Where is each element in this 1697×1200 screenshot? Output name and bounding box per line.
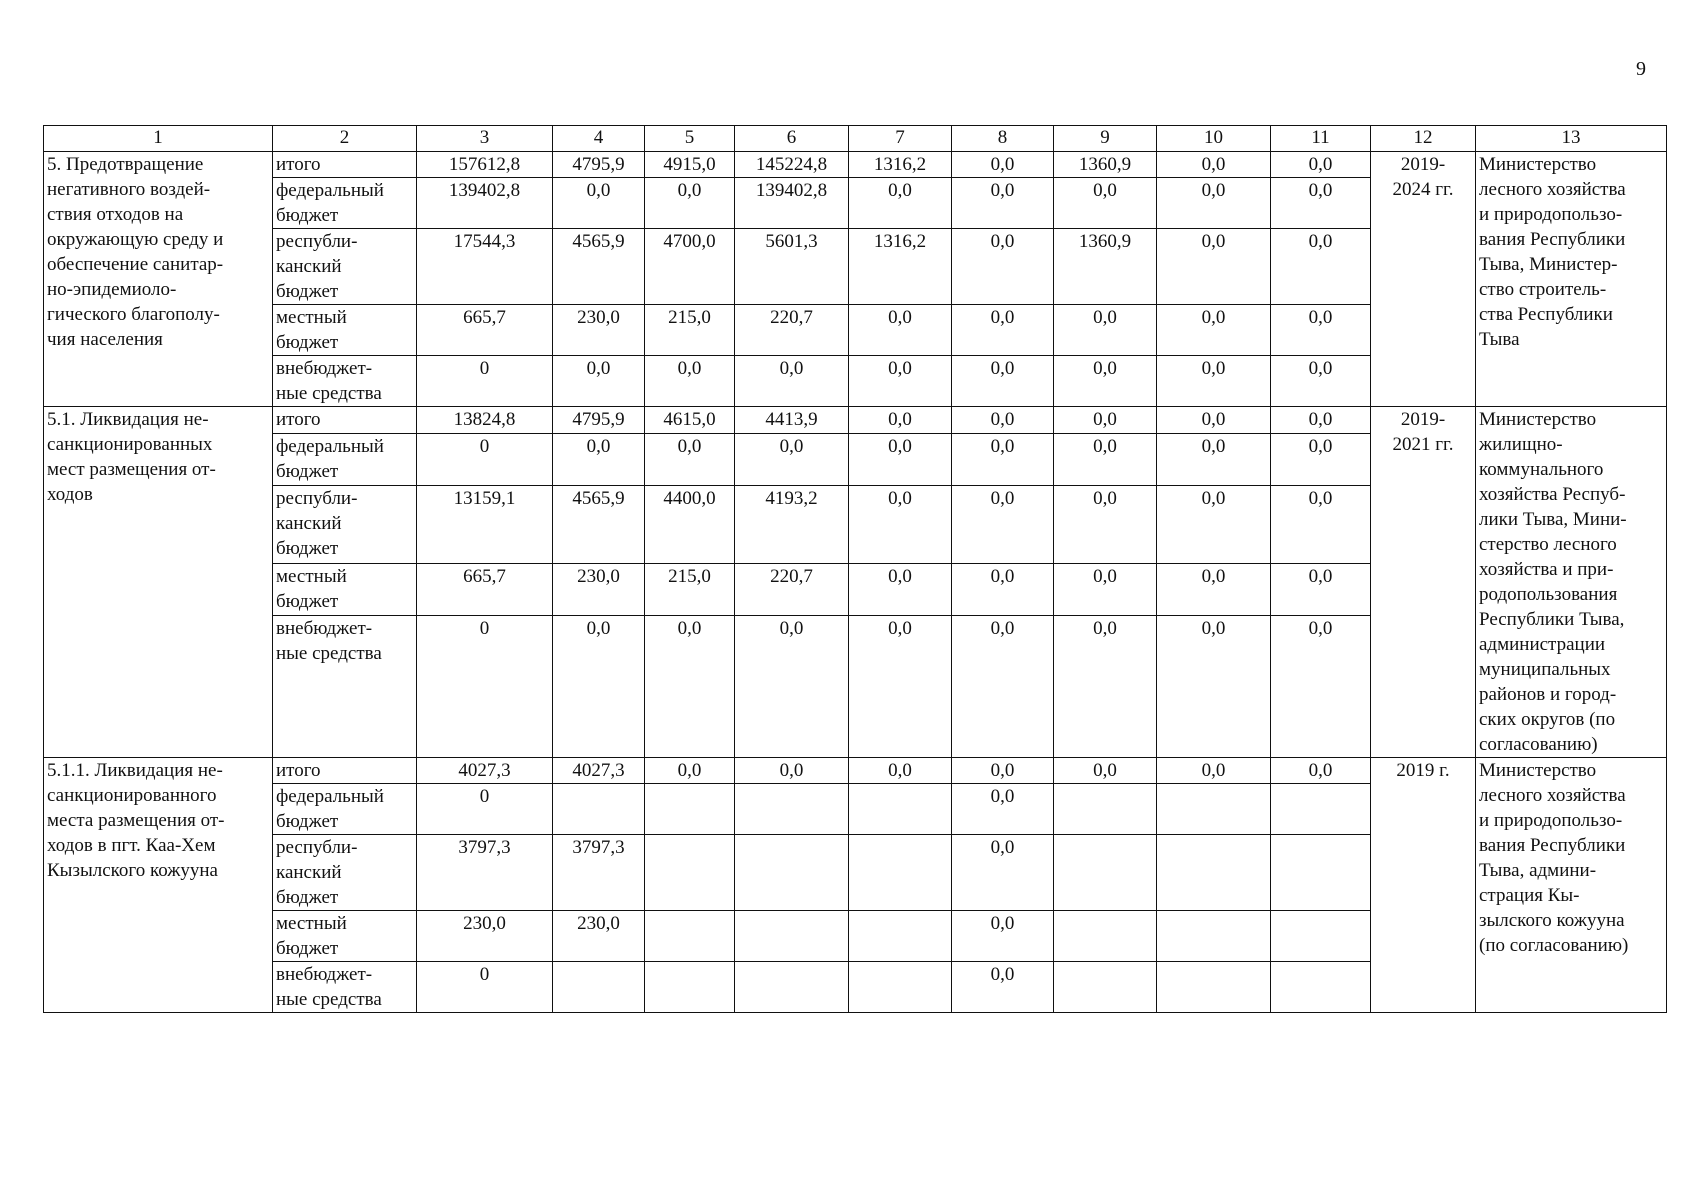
value-cell: 0,0 — [952, 433, 1054, 485]
text-line: и природопользо- — [1479, 810, 1623, 831]
value-cell — [1054, 784, 1157, 835]
text-line: Министерство — [1479, 154, 1597, 175]
value-cell: 665,7 — [417, 305, 553, 356]
value-cell: 0,0 — [735, 356, 849, 407]
value-cell: 0,0 — [1271, 486, 1371, 564]
value-cell: 0,0 — [1271, 616, 1371, 758]
value-cell: 4615,0 — [645, 407, 735, 434]
value-cell: 0,0 — [645, 178, 735, 229]
value-cell: 0,0 — [1157, 616, 1271, 758]
text-line: места размещения от- — [47, 810, 225, 831]
value-cell — [553, 962, 645, 1013]
header-cell: 1 — [44, 126, 273, 152]
value-cell — [735, 911, 849, 962]
value-cell: 0,0 — [1157, 356, 1271, 407]
value-cell — [1157, 962, 1271, 1013]
value-cell: 13824,8 — [417, 407, 553, 434]
text-line: ствия отходов на — [47, 204, 184, 225]
value-cell: 0,0 — [1054, 407, 1157, 434]
value-cell: 0,0 — [1054, 564, 1157, 616]
value-cell: 0,0 — [645, 616, 735, 758]
funding-source — [273, 564, 417, 616]
funding-source — [273, 152, 417, 178]
text-line: канский — [276, 862, 342, 883]
funding-source — [273, 229, 417, 305]
text-line: санкционированных — [47, 434, 213, 455]
text-line: Республики Тыва, — [1479, 609, 1625, 630]
value-cell: 0,0 — [1157, 486, 1271, 564]
text-line: ство строитель- — [1479, 279, 1607, 300]
value-cell: 4700,0 — [645, 229, 735, 305]
funding-source — [273, 486, 417, 564]
text-line: зылского кожууна — [1479, 910, 1625, 931]
value-cell: 0,0 — [1157, 229, 1271, 305]
value-cell: 0,0 — [849, 486, 952, 564]
text-line: 2024 гг. — [1392, 179, 1454, 200]
value-cell: 0,0 — [1271, 433, 1371, 485]
value-cell: 139402,8 — [735, 178, 849, 229]
value-cell: 17544,3 — [417, 229, 553, 305]
text-line: страция Кы- — [1479, 885, 1580, 906]
header-cell: 6 — [735, 126, 849, 152]
header-row — [44, 126, 1667, 152]
value-cell: 0,0 — [1157, 178, 1271, 229]
value-cell: 4400,0 — [645, 486, 735, 564]
text-line: канский — [276, 513, 342, 534]
value-cell: 0,0 — [952, 486, 1054, 564]
value-cell: 139402,8 — [417, 178, 553, 229]
text-line: хозяйства Респуб- — [1479, 484, 1626, 505]
funding-source — [273, 911, 417, 962]
text-line: Тыва, админи- — [1479, 860, 1597, 881]
header-cell: 11 — [1271, 126, 1371, 152]
value-cell: 215,0 — [645, 305, 735, 356]
value-cell: 0,0 — [1054, 178, 1157, 229]
value-cell: 0,0 — [1271, 407, 1371, 434]
header-cell: 3 — [417, 126, 553, 152]
value-cell: 0,0 — [1157, 305, 1271, 356]
value-cell: 0,0 — [1271, 305, 1371, 356]
value-cell: 157612,8 — [417, 152, 553, 178]
text-line: коммунального — [1479, 459, 1604, 480]
text-line: и природопользо- — [1479, 204, 1623, 225]
value-cell: 220,7 — [735, 305, 849, 356]
text-line: 2019- — [1400, 154, 1446, 175]
funding-source — [273, 433, 417, 485]
value-cell: 0,0 — [553, 616, 645, 758]
text-line: вания Республики — [1479, 229, 1626, 250]
value-cell: 0,0 — [952, 564, 1054, 616]
value-cell: 0,0 — [735, 758, 849, 784]
text-line: Министерство — [1479, 760, 1597, 781]
value-cell: 0,0 — [952, 178, 1054, 229]
value-cell: 1360,9 — [1054, 152, 1157, 178]
value-cell: 4795,9 — [553, 152, 645, 178]
value-cell: 4565,9 — [553, 486, 645, 564]
funding-source — [273, 178, 417, 229]
value-cell: 1316,2 — [849, 152, 952, 178]
text-line: лики Тыва, Мини- — [1479, 509, 1627, 530]
text-line: республи- — [276, 488, 358, 509]
text-line: родопользования — [1479, 584, 1618, 605]
value-cell: 1316,2 — [849, 229, 952, 305]
value-cell: 5601,3 — [735, 229, 849, 305]
value-cell: 230,0 — [553, 564, 645, 616]
text-line: бюджет — [276, 591, 339, 612]
value-cell: 0,0 — [645, 758, 735, 784]
text-line: (по согласованию) — [1479, 935, 1629, 956]
value-cell: 0,0 — [952, 305, 1054, 356]
text-line: ные средства — [276, 989, 382, 1010]
text-line: Министерство — [1479, 409, 1597, 430]
value-cell — [645, 962, 735, 1013]
text-line: жилищно- — [1479, 434, 1563, 455]
text-line: республи- — [276, 231, 358, 252]
value-cell — [1054, 835, 1157, 911]
period-cell — [1371, 758, 1476, 1013]
value-cell: 0,0 — [1157, 433, 1271, 485]
value-cell: 0 — [417, 356, 553, 407]
funding-source — [273, 835, 417, 911]
text-line: местный — [276, 566, 347, 587]
text-line: Тыва, Министер- — [1479, 254, 1618, 275]
measure-name — [44, 407, 273, 758]
header-cell: 13 — [1476, 126, 1667, 152]
value-cell: 0,0 — [1271, 152, 1371, 178]
value-cell: 0,0 — [1157, 758, 1271, 784]
text-line: ходов — [47, 484, 93, 505]
value-cell: 0,0 — [952, 152, 1054, 178]
value-cell: 0,0 — [1271, 178, 1371, 229]
value-cell: 0,0 — [849, 758, 952, 784]
period-cell — [1371, 152, 1476, 407]
value-cell: 0,0 — [1271, 758, 1371, 784]
header-cell: 4 — [553, 126, 645, 152]
text-line: вания Республики — [1479, 835, 1626, 856]
value-cell: 0,0 — [849, 305, 952, 356]
value-cell: 145224,8 — [735, 152, 849, 178]
text-line: 5.1.1. Ликвидация не- — [47, 760, 223, 781]
value-cell — [645, 835, 735, 911]
value-cell: 0,0 — [849, 356, 952, 407]
value-cell: 230,0 — [553, 911, 645, 962]
value-cell: 4565,9 — [553, 229, 645, 305]
value-cell: 0,0 — [735, 616, 849, 758]
text-line: федеральный — [276, 786, 384, 807]
value-cell: 4413,9 — [735, 407, 849, 434]
text-line: лесного хозяйства — [1479, 785, 1626, 806]
funding-source — [273, 356, 417, 407]
funding-source — [273, 305, 417, 356]
header-cell: 2 — [273, 126, 417, 152]
text-line: окружающую среду и — [47, 229, 224, 250]
value-cell: 0,0 — [952, 229, 1054, 305]
value-cell: 0 — [417, 962, 553, 1013]
text-line: бюджет — [276, 938, 339, 959]
value-cell: 0 — [417, 784, 553, 835]
text-line: бюджет — [276, 811, 339, 832]
value-cell: 0,0 — [553, 433, 645, 485]
value-cell: 230,0 — [417, 911, 553, 962]
text-line: внебюджет- — [276, 358, 373, 379]
funding-source — [273, 758, 417, 784]
measure-name — [44, 152, 273, 407]
text-line: федеральный — [276, 180, 384, 201]
text-line: внебюджет- — [276, 618, 373, 640]
text-line: канский — [276, 256, 342, 277]
executor-cell — [1476, 152, 1667, 407]
value-cell: 0,0 — [849, 616, 952, 758]
text-line: Кызылского кожууна — [47, 860, 218, 881]
table-row — [44, 152, 1667, 178]
text-line: бюджет — [276, 205, 339, 226]
text-line: гического благополу- — [47, 304, 220, 325]
text-line: согласованию) — [1479, 734, 1598, 755]
text-line: ходов в пгт. Каа-Хем — [47, 835, 216, 856]
executor-cell — [1476, 407, 1667, 758]
text-line: 5.1. Ликвидация не- — [47, 409, 209, 430]
header-cell: 7 — [849, 126, 952, 152]
value-cell: 0,0 — [1054, 486, 1157, 564]
period-cell — [1371, 407, 1476, 758]
text-line: итого — [276, 760, 321, 781]
header-cell: 10 — [1157, 126, 1271, 152]
value-cell — [849, 784, 952, 835]
text-line: районов и город- — [1479, 684, 1617, 705]
value-cell: 0,0 — [1054, 356, 1157, 407]
value-cell — [849, 835, 952, 911]
value-cell: 215,0 — [645, 564, 735, 616]
text-line: ства Республики — [1479, 304, 1613, 325]
text-line: муниципальных — [1479, 659, 1611, 680]
text-line: бюджет — [276, 332, 339, 353]
value-cell: 0,0 — [1271, 356, 1371, 407]
funding-source — [273, 616, 417, 758]
text-line: 5. Предотвращение — [47, 154, 204, 175]
value-cell: 1360,9 — [1054, 229, 1157, 305]
header-cell: 8 — [952, 126, 1054, 152]
value-cell: 0,0 — [553, 356, 645, 407]
page-number: 9 — [1636, 58, 1646, 80]
value-cell — [553, 784, 645, 835]
text-line: ные средства — [276, 643, 382, 665]
value-cell: 665,7 — [417, 564, 553, 616]
value-cell: 0,0 — [849, 564, 952, 616]
value-cell: 0,0 — [735, 433, 849, 485]
value-cell: 0,0 — [1157, 564, 1271, 616]
value-cell: 0,0 — [952, 758, 1054, 784]
text-line: но-эпидемиоло- — [47, 279, 177, 300]
text-line: бюджет — [276, 887, 339, 908]
value-cell: 0,0 — [1271, 229, 1371, 305]
value-cell — [735, 835, 849, 911]
value-cell — [1054, 962, 1157, 1013]
value-cell — [849, 911, 952, 962]
value-cell: 0,0 — [849, 433, 952, 485]
value-cell: 4915,0 — [645, 152, 735, 178]
value-cell: 0,0 — [1157, 407, 1271, 434]
text-line: стерство лесного — [1479, 534, 1617, 555]
value-cell: 0,0 — [553, 178, 645, 229]
text-line: негативного воздей- — [47, 179, 211, 200]
value-cell — [1271, 835, 1371, 911]
text-line: ные средства — [276, 383, 382, 404]
value-cell — [1271, 784, 1371, 835]
value-cell: 0,0 — [952, 616, 1054, 758]
value-cell — [1157, 911, 1271, 962]
text-line: бюджет — [276, 460, 339, 482]
value-cell: 0,0 — [1054, 305, 1157, 356]
value-cell — [735, 784, 849, 835]
value-cell: 0,0 — [645, 356, 735, 407]
text-line: хозяйства и при- — [1479, 559, 1614, 580]
value-cell: 3797,3 — [417, 835, 553, 911]
measure-name — [44, 758, 273, 1013]
value-cell — [645, 911, 735, 962]
value-cell: 0,0 — [1271, 564, 1371, 616]
value-cell: 4027,3 — [553, 758, 645, 784]
value-cell: 0,0 — [952, 911, 1054, 962]
budget-table — [43, 125, 1667, 1013]
header-cell: 5 — [645, 126, 735, 152]
table-row — [44, 407, 1667, 434]
value-cell: 13159,1 — [417, 486, 553, 564]
value-cell — [1054, 911, 1157, 962]
text-line: местный — [276, 307, 347, 328]
value-cell: 0,0 — [1157, 152, 1271, 178]
value-cell: 0,0 — [952, 356, 1054, 407]
value-cell — [735, 962, 849, 1013]
value-cell: 230,0 — [553, 305, 645, 356]
text-line: 2019- — [1400, 409, 1446, 430]
value-cell: 0,0 — [1054, 433, 1157, 485]
value-cell: 0,0 — [1054, 758, 1157, 784]
text-line: 2019 г. — [1396, 760, 1450, 781]
value-cell: 4193,2 — [735, 486, 849, 564]
text-line: Тыва — [1479, 329, 1520, 350]
text-line: местный — [276, 913, 347, 934]
value-cell — [645, 784, 735, 835]
text-line: бюджет — [276, 281, 339, 302]
value-cell: 220,7 — [735, 564, 849, 616]
text-line: бюджет — [276, 538, 339, 559]
text-line: санкционированного — [47, 785, 217, 806]
text-line: администрации — [1479, 634, 1606, 655]
value-cell: 3797,3 — [553, 835, 645, 911]
value-cell: 4795,9 — [553, 407, 645, 434]
text-line: 2021 гг. — [1392, 434, 1454, 455]
value-cell: 0,0 — [952, 835, 1054, 911]
text-line: республи- — [276, 837, 358, 858]
value-cell — [1157, 835, 1271, 911]
value-cell: 0,0 — [849, 178, 952, 229]
value-cell: 0 — [417, 433, 553, 485]
value-cell — [1157, 784, 1271, 835]
value-cell: 0,0 — [952, 962, 1054, 1013]
text-line: ских округов (по — [1479, 709, 1616, 730]
text-line: внебюджет- — [276, 964, 373, 985]
text-line: итого — [276, 409, 321, 430]
value-cell: 0,0 — [952, 407, 1054, 434]
funding-source — [273, 784, 417, 835]
header-cell: 9 — [1054, 126, 1157, 152]
value-cell: 0,0 — [849, 407, 952, 434]
value-cell: 0 — [417, 616, 553, 758]
executor-cell — [1476, 758, 1667, 1013]
value-cell — [1271, 962, 1371, 1013]
funding-source — [273, 962, 417, 1013]
text-line: мест размещения от- — [47, 459, 216, 480]
text-line: лесного хозяйства — [1479, 179, 1626, 200]
value-cell: 0,0 — [1054, 616, 1157, 758]
text-line: обеспечение санитар- — [47, 254, 224, 275]
text-line: федеральный — [276, 435, 384, 457]
table-row — [44, 758, 1667, 784]
header-cell: 12 — [1371, 126, 1476, 152]
value-cell — [1271, 911, 1371, 962]
value-cell: 4027,3 — [417, 758, 553, 784]
value-cell: 0,0 — [952, 784, 1054, 835]
funding-source — [273, 407, 417, 434]
value-cell: 0,0 — [645, 433, 735, 485]
text-line: итого — [276, 154, 321, 175]
text-line: чия населения — [47, 329, 163, 350]
value-cell — [849, 962, 952, 1013]
